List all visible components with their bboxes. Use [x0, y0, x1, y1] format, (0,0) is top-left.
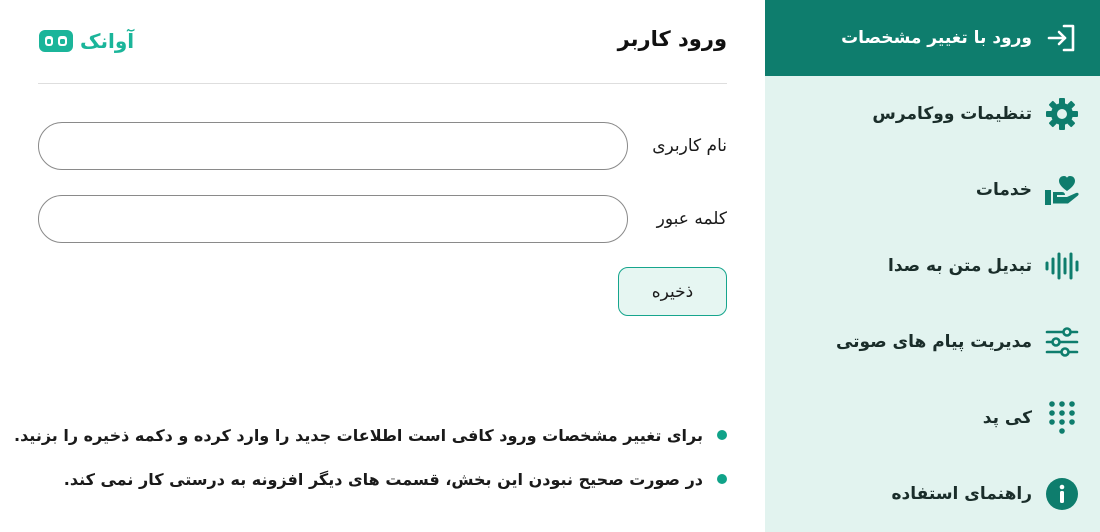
sidebar-item-login[interactable]	[765, 0, 1100, 76]
brand-logo-icon	[38, 27, 74, 55]
username-label: نام کاربری	[652, 136, 727, 156]
sidebar-item-woocommerce[interactable]	[765, 76, 1100, 152]
hand-heart-icon	[1044, 172, 1080, 208]
brand-logo	[38, 24, 134, 58]
keypad-icon	[1044, 400, 1080, 436]
sidebar-item-voice-messages[interactable]	[765, 304, 1100, 380]
save-button[interactable]: ذخیره	[618, 267, 727, 316]
note-item	[13, 413, 727, 457]
sidebar-item-keypad[interactable]	[765, 380, 1100, 456]
password-input[interactable]	[38, 195, 628, 243]
bullet-icon	[717, 474, 727, 484]
audio-wave-icon	[1044, 248, 1080, 284]
note-text: برای تغییر مشخصات ورود کافی است اطلاعات جدید را وارد کرده و دکمه ذخیره را بزنید.	[13, 425, 703, 445]
header-divider	[38, 83, 727, 84]
sidebar-item-label: مدیریت پیام های صوتی	[835, 332, 1032, 352]
info-icon	[1044, 476, 1080, 512]
sidebar-item-label: کی پد	[982, 408, 1032, 428]
sidebar-item-label: خدمات	[975, 180, 1032, 200]
sidebar-item-label: ورود با تغییر مشخصات	[841, 28, 1032, 48]
sidebar-item-text-to-speech[interactable]	[765, 228, 1100, 304]
gear-icon	[1044, 96, 1080, 132]
password-label: کلمه عبور	[656, 209, 727, 229]
sidebar-item-services[interactable]	[765, 152, 1100, 228]
sidebar	[765, 0, 1100, 532]
note-text: در صورت صحیح نبودن این بخش، قسمت های دیگر افزونه به درستی کار نمی کند.	[63, 469, 703, 489]
bullet-icon	[717, 430, 727, 440]
sidebar-item-label: راهنمای استفاده	[891, 484, 1032, 504]
login-icon	[1044, 20, 1080, 56]
note-item	[40, 457, 727, 501]
sidebar-item-label: تنظیمات ووکامرس	[872, 104, 1032, 124]
sliders-icon	[1044, 324, 1080, 360]
sidebar-item-help[interactable]	[765, 456, 1100, 532]
sidebar-item-label: تبدیل متن به صدا	[888, 256, 1032, 276]
help-notes	[13, 413, 727, 501]
brand-name: آوانک	[80, 29, 135, 53]
username-input[interactable]	[38, 122, 628, 170]
page-title: ورود کاربر	[617, 27, 727, 51]
